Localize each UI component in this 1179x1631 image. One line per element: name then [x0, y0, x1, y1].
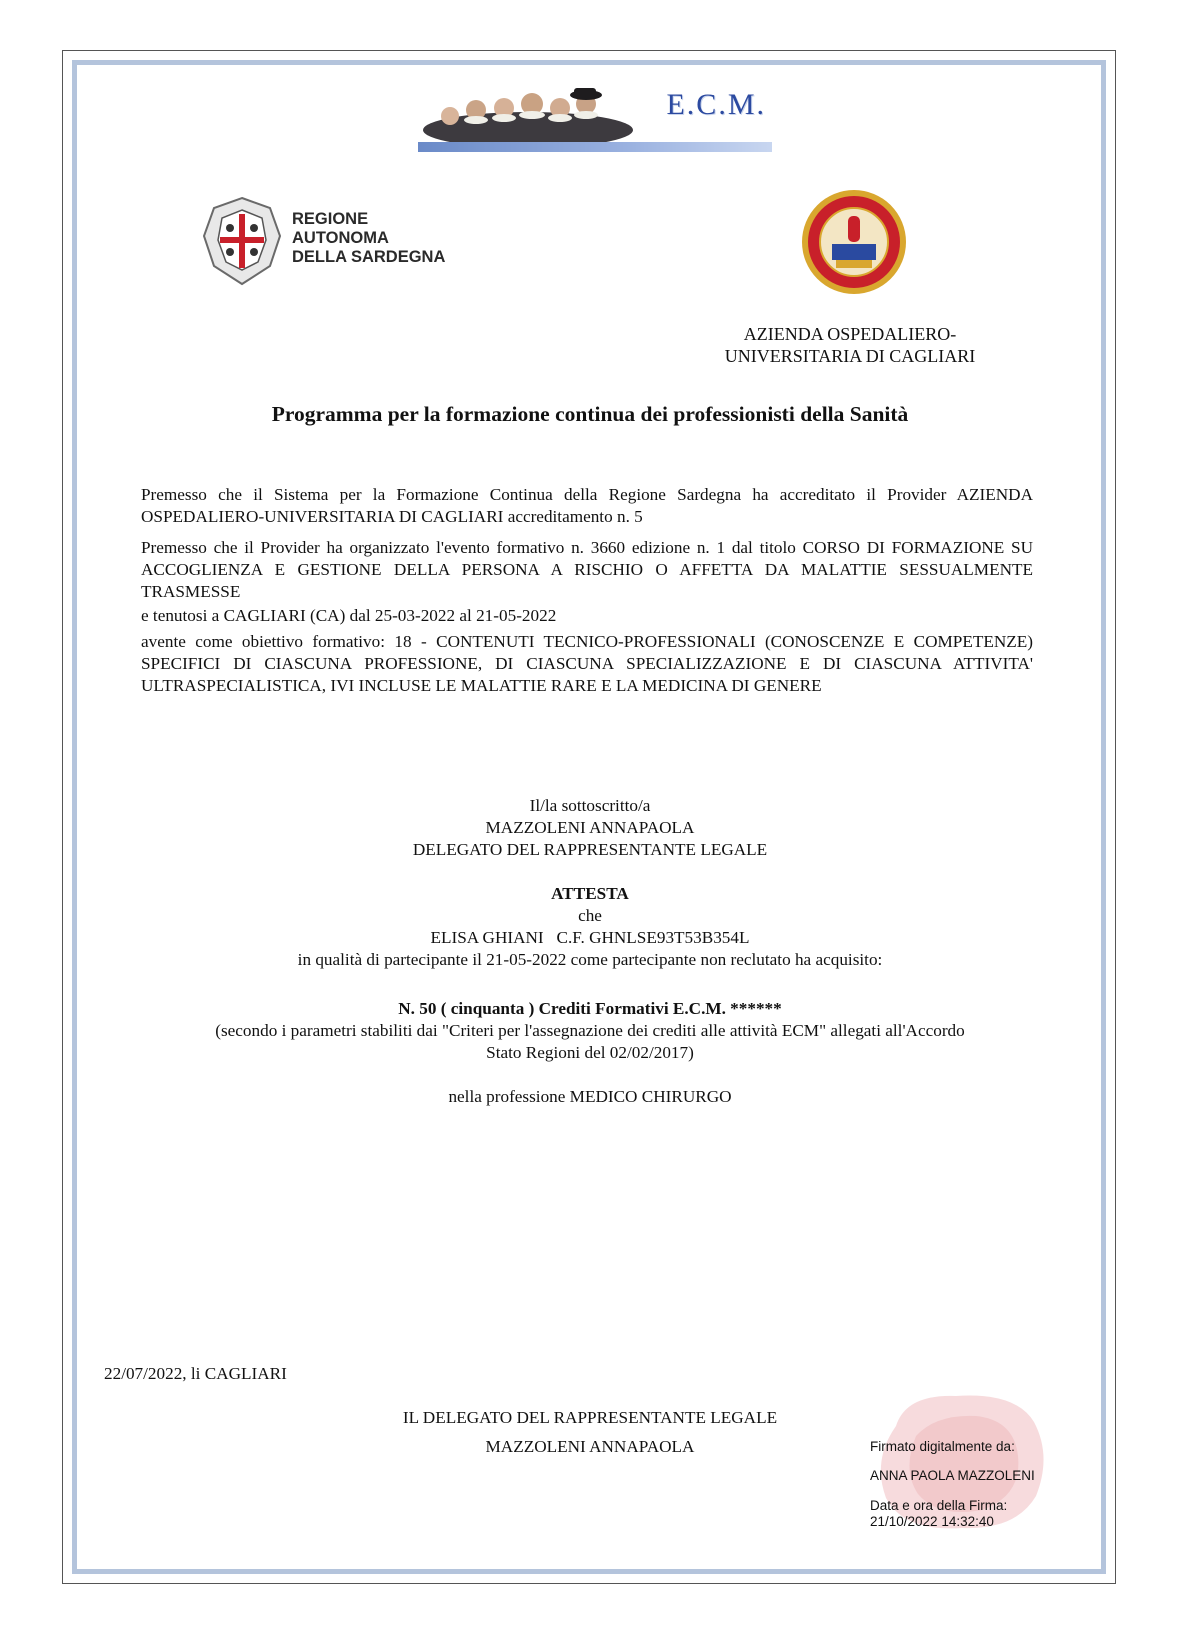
credits-awarded: N. 50 ( cinquanta ) Crediti Formativi E.C.M. ****** — [398, 999, 782, 1018]
region-sardegna-logo — [200, 196, 500, 286]
signatory-intro: Il/la sottoscritto/a — [529, 796, 651, 815]
signatory-role: DELEGATO DEL RAPPRESENTANTE LEGALE — [412, 840, 768, 859]
region-logo-text — [292, 210, 445, 267]
document-title: Programma per la formazione continua dei professionisti della Sanità — [271, 402, 909, 426]
delegate-role: IL DELEGATO DEL RAPPRESENTANTE LEGALE — [402, 1408, 778, 1427]
hospital-line-2: UNIVERSITARIA DI CAGLIARI — [724, 346, 976, 366]
date-place: 22/07/2022, li CAGLIARI — [104, 1364, 287, 1383]
premise-objective: avente come obiettivo formativo: 18 - CONTENUTI TECNICO-PROFESSIONALI (CONOSCENZE E COMPETENZE) SPECIFICI DI CIASCUNA PROFESSIONE, DI CIASCUNA SPECIALIZZAZIONE E DI CIASCUNA ATTIVITA' ULTRASPECIALISTICA, IVI INCLUSE LE MALATTIE RARE E LA MEDICINA DI GENERE — [141, 632, 1033, 695]
ecm-banner — [418, 86, 772, 156]
signatory-block — [140, 795, 1040, 861]
criteria-line-1: (secondo i parametri stabiliti dai "Criteri per l'assegnazione dei crediti alle attività ECM" allegati all'Accordo — [215, 1021, 965, 1040]
attestation-verb: ATTESTA — [551, 884, 629, 903]
signature-date-label: Data e ora della Firma: — [870, 1498, 1008, 1513]
university-seal — [800, 188, 908, 296]
credits-criteria — [140, 1020, 1040, 1064]
university-seal-icon — [800, 188, 908, 296]
region-coat-of-arms-icon — [200, 196, 284, 286]
premise-provider: Premesso che il Sistema per la Formazione Continua della Regione Sardegna ha accreditato il Provider AZIENDA OSPEDALIERO-UNIVERSITARIA DI CAGLIARI accreditamento n. 5 — [141, 485, 1033, 526]
attestation-block — [140, 883, 1040, 971]
signature-label: Firmato digitalmente da: — [870, 1439, 1015, 1454]
participant-info: ELISA GHIANI C.F. GHNLSE93T53B354L — [430, 928, 750, 947]
signature-date-value: 21/10/2022 14:32:40 — [870, 1514, 994, 1529]
hospital-line-1: AZIENDA OSPEDALIERO- — [743, 324, 957, 344]
ecm-label: E.C.M. — [666, 88, 766, 121]
attestation-che: che — [578, 906, 602, 925]
criteria-line-2: Stato Regioni del 02/02/2017) — [486, 1043, 694, 1062]
profession: nella professione MEDICO CHIRURGO — [448, 1087, 732, 1106]
ecm-stripe — [418, 142, 772, 152]
delegate-name: MAZZOLENI ANNAPAOLA — [485, 1437, 695, 1456]
region-line-2: AUTONOMA — [292, 229, 389, 247]
region-line-3: DELLA SARDEGNA — [292, 248, 446, 266]
hospital-name — [700, 323, 1000, 367]
participant-qualification: in qualità di partecipante il 21-05-2022 come partecipante non reclutato ha acquisito: — [297, 950, 883, 969]
signatory-name: MAZZOLENI ANNAPAOLA — [485, 818, 695, 837]
region-line-1: REGIONE — [292, 210, 369, 228]
premise-event: Premesso che il Provider ha organizzato l'evento formativo n. 3660 edizione n. 1 dal titolo CORSO DI FORMAZIONE SU ACCOGLIENZA E GESTIONE DELLA PERSONA A RISCHIO O AFFETTA DA MALATTIE SESSUALMENTE TRASMESSE — [141, 538, 1033, 601]
signature-signer: ANNA PAOLA MAZZOLENI — [870, 1468, 1035, 1483]
premise-dates: e tenutosi a CAGLIARI (CA) dal 25-03-2022 al 21-05-2022 — [141, 606, 557, 625]
